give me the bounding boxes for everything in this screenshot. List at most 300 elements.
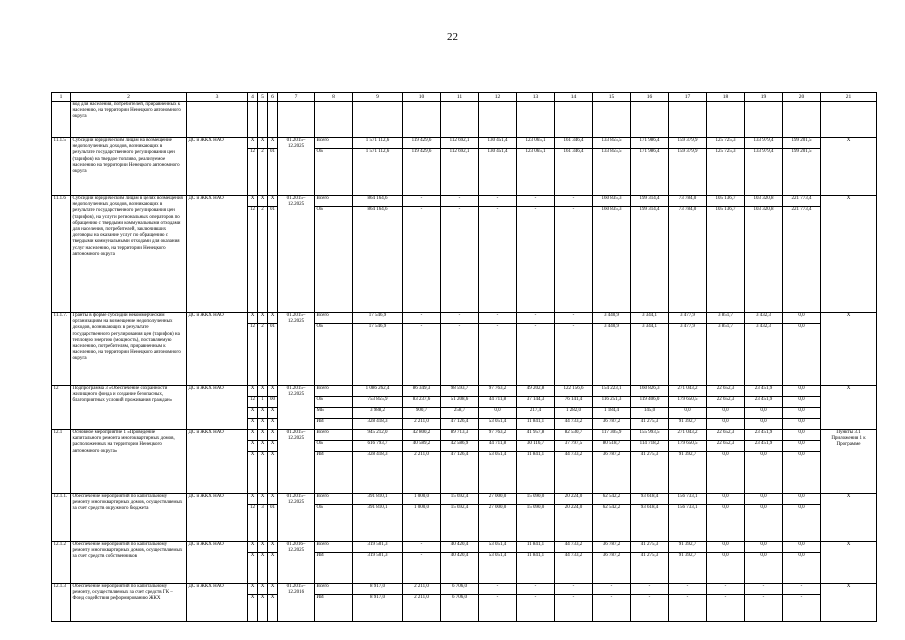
value-cell: -: [479, 595, 517, 622]
value-cell: 2 211,0: [403, 595, 441, 622]
source-label: МБ: [315, 408, 353, 419]
source-label: ОБ: [315, 505, 353, 542]
value-cell: 44 733,2: [555, 452, 593, 494]
value-cell: 0,0: [783, 313, 821, 324]
value-cell: 156 733,1: [669, 494, 707, 505]
source-label: ИИ: [315, 452, 353, 494]
empty-cell: [441, 102, 479, 138]
value-cell: 83 237,6: [403, 397, 441, 408]
value-cell: 98 593,7: [441, 386, 479, 397]
value-cell: -: [441, 207, 479, 313]
kbk-cell: X: [248, 494, 258, 505]
value-cell: 3 344,1: [631, 313, 669, 324]
source-label: Всего: [315, 584, 353, 595]
header-row: [52, 93, 877, 102]
value-cell: 179 650,5: [669, 397, 707, 408]
value-cell: -: [593, 595, 631, 622]
executor-cell: ДС и ЖКХ НАО: [187, 386, 248, 430]
kbk-cell: X: [258, 386, 268, 397]
value-cell: 199 201,5: [783, 138, 821, 149]
kbk-cell: X: [268, 430, 278, 441]
value-cell: 271 043,2: [669, 386, 707, 397]
value-cell: 391 810,1: [353, 505, 403, 542]
value-cell: 0,0: [745, 419, 783, 430]
value-cell: 133 855,5: [593, 138, 631, 149]
column-number: 13: [517, 93, 555, 102]
value-cell: 36 787,2: [593, 553, 631, 584]
value-cell: 133 979,4: [745, 138, 783, 149]
table-row: [52, 313, 877, 324]
value-cell: 133 979,4: [745, 149, 783, 196]
period-cell: 01.2015– 12.2025: [278, 430, 315, 494]
value-cell: 22 652,3: [707, 430, 745, 441]
value-cell: 125 725,3: [707, 138, 745, 149]
value-cell: 1 571 112,6: [353, 138, 403, 149]
value-cell: 0,0: [707, 408, 745, 419]
value-cell: 864 164,6: [353, 196, 403, 207]
executor-cell: ДС и ЖКХ НАО: [187, 542, 248, 584]
empty-cell: [353, 102, 403, 138]
empty-cell: [555, 102, 593, 138]
value-cell: 41 275,3: [631, 452, 669, 494]
description-cell: Гранты в форме субсидии некоммерческим организациям на возмещение недополученных доходов, возникающих в результате государственного регулирования цен (тарифов) на тепловую энергию (мощность), поставляемую населению, потребителям, приравненным к населению, на территории Ненецкого автономного округа: [71, 313, 187, 386]
note-cell: X: [821, 196, 877, 313]
source-label: Всего: [315, 494, 353, 505]
value-cell: 8 917,0: [353, 595, 403, 622]
value-cell: 3 477,9: [669, 313, 707, 324]
value-cell: 130 451,4: [479, 138, 517, 149]
value-cell: 221 773,4: [783, 207, 821, 313]
value-cell: 156 733,1: [669, 505, 707, 542]
value-cell: 199 201,5: [783, 149, 821, 196]
value-cell: 116 251,3: [593, 397, 631, 408]
value-cell: 97 763,2: [479, 386, 517, 397]
kbk-cell: X: [258, 313, 268, 324]
value-cell: -: [403, 207, 441, 313]
kbk-cell: X: [248, 386, 258, 397]
value-cell: -: [403, 196, 441, 207]
kbk-cell: 1: [258, 397, 268, 408]
value-cell: -: [517, 313, 555, 324]
executor-cell: ДС и ЖКХ НАО: [187, 313, 248, 386]
source-label: Всего: [315, 196, 353, 207]
value-cell: -: [403, 313, 441, 324]
value-cell: 3 432,3: [745, 313, 783, 324]
value-cell: -: [783, 584, 821, 595]
value-cell: 117 305,9: [593, 430, 631, 441]
value-cell: -: [707, 584, 745, 595]
value-cell: -: [479, 324, 517, 386]
kbk-cell: X: [268, 386, 278, 397]
value-cell: 23 451,9: [745, 397, 783, 408]
value-cell: 44 733,2: [555, 553, 593, 584]
kbk-cell: X: [268, 595, 278, 622]
value-cell: 258,7: [441, 408, 479, 419]
code-cell: 12.1.3: [52, 584, 71, 622]
kbk-cell: X: [258, 595, 268, 622]
value-cell: 1 282,0: [555, 408, 593, 419]
column-number: 16: [631, 93, 669, 102]
description-cell: Обеспечение мероприятий по капитальному ремонту многоквартирных домов, осуществляемых за счет средств окружного бюджета: [71, 494, 187, 542]
column-number: 1: [52, 93, 71, 102]
column-number: 9: [353, 93, 403, 102]
value-cell: 91 392,7: [669, 542, 707, 553]
kbk-cell: X: [258, 494, 268, 505]
value-cell: 0,0: [783, 494, 821, 505]
column-number: 6: [268, 93, 278, 102]
value-cell: 6 706,0: [441, 584, 479, 595]
value-cell: 11 841,1: [517, 542, 555, 553]
value-cell: -: [631, 584, 669, 595]
code-cell: 11.1.5: [52, 138, 71, 196]
source-label: Всего: [315, 138, 353, 149]
value-cell: 319 501,3: [353, 553, 403, 584]
value-cell: 51 208,6: [441, 397, 479, 408]
kbk-cell: X: [248, 441, 258, 452]
source-label: ИИ: [315, 419, 353, 430]
value-cell: -: [441, 324, 479, 386]
value-cell: 3 851,7: [707, 324, 745, 386]
kbk-cell: X: [268, 494, 278, 505]
empty-cell: [315, 102, 353, 138]
column-number: 12: [479, 93, 517, 102]
value-cell: 91 392,7: [669, 553, 707, 584]
kbk-cell: X: [258, 441, 268, 452]
value-cell: -: [403, 324, 441, 386]
value-cell: -: [403, 553, 441, 584]
kbk-cell: X: [258, 430, 268, 441]
value-cell: 199 314,4: [631, 196, 669, 207]
value-cell: 114 718,2: [631, 441, 669, 452]
value-cell: 62 542,2: [593, 494, 631, 505]
kbk-cell: X: [268, 542, 278, 553]
value-cell: 105 136,7: [707, 207, 745, 313]
value-cell: 20 224,0: [555, 505, 593, 542]
value-cell: 155 993,5: [631, 430, 669, 441]
value-cell: 0,0: [707, 419, 745, 430]
value-cell: 0,0: [783, 452, 821, 494]
value-cell: 8 917,0: [353, 584, 403, 595]
value-cell: 2 211,0: [403, 419, 441, 430]
kbk-cell: X: [248, 542, 258, 553]
column-number: 19: [745, 93, 783, 102]
code-cell: [52, 102, 71, 138]
value-cell: 159 379,9: [669, 149, 707, 196]
value-cell: 0,0: [707, 452, 745, 494]
note-cell: X: [821, 138, 877, 196]
value-cell: 179 650,5: [669, 441, 707, 452]
table-row: [52, 584, 877, 595]
value-cell: 171 986,4: [631, 149, 669, 196]
value-cell: 0,0: [745, 494, 783, 505]
value-cell: -: [745, 584, 783, 595]
value-cell: 0,0: [745, 553, 783, 584]
value-cell: 36 787,2: [593, 419, 631, 430]
value-cell: 15 692,4: [441, 505, 479, 542]
description-cell: Обеспечение мероприятий по капитальному ремонту многоквартирных домов, осуществляемых за счет средств собственников: [71, 542, 187, 584]
value-cell: 0,0: [783, 542, 821, 553]
value-cell: -: [479, 313, 517, 324]
empty-cell: [745, 102, 783, 138]
code-cell: 11.1.7.: [52, 313, 71, 386]
value-cell: 1 184,4: [593, 408, 631, 419]
kbk-cell: 01: [268, 505, 278, 542]
value-cell: 40 589,2: [403, 441, 441, 452]
value-cell: 0,0: [707, 553, 745, 584]
description-cell: Субсидии юридическим лицам на возмещение недополученных доходов, возникающих в результате государственного регулирования цен (тарифов) на твердое топливо, реализуемое населению на территории Ненецкого автономного округа: [71, 138, 187, 196]
kbk-cell: X: [248, 408, 258, 419]
value-cell: 47 126,4: [441, 419, 479, 430]
value-cell: 41 275,3: [631, 542, 669, 553]
kbk-cell: X: [268, 584, 278, 595]
value-cell: 0,0: [783, 441, 821, 452]
value-cell: 23 451,9: [745, 430, 783, 441]
value-cell: 3 988,2: [353, 408, 403, 419]
value-cell: 160 835,3: [593, 207, 631, 313]
value-cell: 0,0: [745, 542, 783, 553]
value-cell: 53 051,4: [479, 419, 517, 430]
source-label: Всего: [315, 430, 353, 441]
value-cell: 160 826,3: [631, 386, 669, 397]
period-cell: 01.2016– 12.2025: [278, 542, 315, 584]
kbk-cell: X: [258, 584, 268, 595]
value-cell: 44 711,8: [479, 441, 517, 452]
value-cell: 0,0: [707, 494, 745, 505]
value-cell: 23 451,9: [745, 441, 783, 452]
value-cell: 15 090,0: [517, 505, 555, 542]
kbk-cell: X: [268, 553, 278, 584]
kbk-cell: 2: [258, 324, 268, 386]
value-cell: 0,0: [783, 419, 821, 430]
value-cell: -: [555, 207, 593, 313]
value-cell: 160 835,3: [593, 196, 631, 207]
value-cell: 105 136,7: [707, 196, 745, 207]
value-cell: 30 116,7: [517, 441, 555, 452]
value-cell: 0,0: [783, 553, 821, 584]
executor-cell: ДС и ЖКХ НАО: [187, 196, 248, 313]
kbk-cell: X: [258, 419, 268, 430]
value-cell: -: [517, 207, 555, 313]
empty-cell: [278, 102, 315, 138]
period-cell: 01.2015– 12.2025: [278, 138, 315, 196]
page-number: 22: [447, 31, 458, 43]
value-cell: 27 000,0: [479, 505, 517, 542]
kbk-cell: 12: [248, 149, 258, 196]
kbk-cell: 12: [248, 397, 258, 408]
empty-cell: [707, 102, 745, 138]
continuation-row: [52, 102, 877, 138]
source-label: Всего: [315, 313, 353, 324]
value-cell: 44 733,2: [555, 419, 593, 430]
value-cell: 0,0: [783, 397, 821, 408]
value-cell: 328 418,3: [353, 419, 403, 430]
value-cell: 6 706,0: [441, 595, 479, 622]
value-cell: 161 346,4: [555, 138, 593, 149]
executor-cell: ДС и ЖКХ НАО: [187, 138, 248, 196]
period-cell: 01.2015– 12.2025: [278, 386, 315, 430]
value-cell: 2 211,0: [403, 452, 441, 494]
value-cell: -: [479, 196, 517, 207]
description-cell: Обеспечение мероприятий по капитальному ремонту, осуществляемых за счет средств ГК – Фонд содействия реформированию ЖКХ: [71, 584, 187, 622]
kbk-cell: 12: [248, 505, 258, 542]
value-cell: 0,0: [783, 430, 821, 441]
value-cell: 3 477,9: [669, 324, 707, 386]
kbk-cell: 01: [268, 149, 278, 196]
column-number: 4: [248, 93, 258, 102]
column-number: 15: [593, 93, 631, 102]
value-cell: 0,0: [783, 408, 821, 419]
value-cell: 17 546,9: [353, 324, 403, 386]
value-cell: 73 784,0: [669, 207, 707, 313]
value-cell: -: [669, 584, 707, 595]
value-cell: 86 349,3: [403, 386, 441, 397]
value-cell: 221 773,4: [783, 196, 821, 207]
value-cell: -: [479, 207, 517, 313]
description-cell: вод для населения, потребителей, приравненных к населению, на территории Ненецкого автономного округа: [71, 102, 187, 138]
value-cell: 217,4: [517, 408, 555, 419]
empty-cell: [821, 102, 877, 138]
value-cell: 53 051,4: [479, 452, 517, 494]
column-number: 14: [555, 93, 593, 102]
kbk-cell: X: [248, 313, 258, 324]
value-cell: 864 164,6: [353, 207, 403, 313]
value-cell: 119 406,0: [631, 397, 669, 408]
value-cell: 76 141,4: [555, 397, 593, 408]
value-cell: 22 652,3: [707, 386, 745, 397]
value-cell: 616 793,7: [353, 441, 403, 452]
value-cell: 1 571 112,6: [353, 149, 403, 196]
value-cell: 125 725,3: [707, 149, 745, 196]
column-number: 20: [783, 93, 821, 102]
value-cell: 0,0: [707, 542, 745, 553]
source-label: ОБ: [315, 324, 353, 386]
note-cell: X: [821, 542, 877, 584]
code-cell: 12.1: [52, 430, 71, 494]
value-cell: -: [555, 313, 593, 324]
value-cell: 40 420,4: [441, 553, 479, 584]
value-cell: 130 451,4: [479, 149, 517, 196]
value-cell: 0,0: [783, 505, 821, 542]
value-cell: 15 090,0: [517, 494, 555, 505]
kbk-cell: 00: [268, 397, 278, 408]
column-number: 5: [258, 93, 268, 102]
column-number: 8: [315, 93, 353, 102]
value-cell: 123 065,1: [517, 138, 555, 149]
description-cell: Подпрограмма 3 «Обеспечение сохранности жилищного фонда и создание безопасных, благоприятных условий проживания граждан»: [71, 386, 187, 430]
kbk-cell: X: [248, 595, 258, 622]
value-cell: 1 000,0: [403, 494, 441, 505]
value-cell: 3 432,3: [745, 324, 783, 386]
value-cell: 3 851,7: [707, 313, 745, 324]
value-cell: 20 224,0: [555, 494, 593, 505]
value-cell: 36 787,2: [593, 542, 631, 553]
value-cell: 0,0: [707, 505, 745, 542]
value-cell: 93 618,4: [631, 505, 669, 542]
empty-cell: [403, 102, 441, 138]
table-row: [52, 494, 877, 505]
value-cell: 161 346,4: [555, 149, 593, 196]
value-cell: -: [669, 595, 707, 622]
value-cell: 15 692,4: [441, 494, 479, 505]
kbk-cell: X: [248, 452, 258, 494]
kbk-cell: X: [258, 553, 268, 584]
value-cell: 89 713,3: [441, 430, 479, 441]
kbk-cell: X: [258, 452, 268, 494]
value-cell: 133 855,5: [593, 149, 631, 196]
value-cell: 23 451,9: [745, 386, 783, 397]
value-cell: 0,0: [669, 408, 707, 419]
source-label: Всего: [315, 542, 353, 553]
code-cell: 12: [52, 386, 71, 430]
empty-cell: [631, 102, 669, 138]
value-cell: 47 126,4: [441, 452, 479, 494]
value-cell: -: [441, 313, 479, 324]
period-cell: 01.2015– 12.2025: [278, 196, 315, 313]
kbk-cell: X: [268, 419, 278, 430]
value-cell: 3 440,9: [593, 324, 631, 386]
kbk-cell: 2: [258, 149, 268, 196]
value-cell: 40 420,4: [441, 542, 479, 553]
value-cell: -: [745, 595, 783, 622]
kbk-cell: X: [248, 430, 258, 441]
kbk-cell: X: [268, 408, 278, 419]
value-cell: 37 797,5: [555, 441, 593, 452]
note-cell: Пункты 3.1 Приложения 1 к Программе: [821, 430, 877, 494]
value-cell: -: [555, 196, 593, 207]
value-cell: 171 986,4: [631, 138, 669, 149]
value-cell: 1 086 262,4: [353, 386, 403, 397]
value-cell: 93 618,4: [631, 494, 669, 505]
note-cell: X: [821, 386, 877, 430]
value-cell: 53 051,4: [479, 553, 517, 584]
source-label: ОБ: [315, 149, 353, 196]
value-cell: -: [517, 196, 555, 207]
kbk-cell: X: [248, 553, 258, 584]
period-cell: 01.2015– 12.2025: [278, 313, 315, 386]
value-cell: -: [783, 595, 821, 622]
value-cell: -: [555, 595, 593, 622]
value-cell: 42 800,2: [403, 430, 441, 441]
kbk-cell: X: [268, 452, 278, 494]
table-row: [52, 542, 877, 553]
kbk-cell: X: [248, 138, 258, 149]
value-cell: 11 841,1: [517, 452, 555, 494]
value-cell: 391 810,1: [353, 494, 403, 505]
code-cell: 12.1.1.: [52, 494, 71, 542]
kbk-cell: 01: [268, 207, 278, 313]
value-cell: 42 586,9: [441, 441, 479, 452]
value-cell: 53 051,4: [479, 542, 517, 553]
value-cell: 122 156,6: [555, 386, 593, 397]
source-label: ИИ: [315, 553, 353, 584]
budget-table: [51, 92, 877, 622]
executor-cell: ДС и ЖКХ НАО: [187, 584, 248, 622]
value-cell: 49 202,8: [517, 386, 555, 397]
value-cell: 97 763,2: [479, 430, 517, 441]
value-cell: 119 429,6: [403, 138, 441, 149]
value-cell: 945 212,0: [353, 430, 403, 441]
kbk-cell: X: [258, 196, 268, 207]
kbk-cell: X: [258, 542, 268, 553]
value-cell: 3 440,9: [593, 313, 631, 324]
value-cell: 145,0: [631, 408, 669, 419]
description-cell: Субсидии юридическим лицам в целях возмещения недополученных доходов, возникающих в результате государственного регулирования цен (тарифов), на услуги региональных операторов по обращению с твердыми коммунальными отходами для населения, потребителей, заключивших договоры на оказание услуг по обращению с твердыми коммунальными отходами для оказания услуг населению, на территории Ненецкого автономного округа: [71, 196, 187, 313]
code-cell: 11.1.6: [52, 196, 71, 313]
empty-cell: [248, 102, 258, 138]
value-cell: 22 652,3: [707, 441, 745, 452]
value-cell: -: [403, 542, 441, 553]
value-cell: 112 692,1: [441, 138, 479, 149]
